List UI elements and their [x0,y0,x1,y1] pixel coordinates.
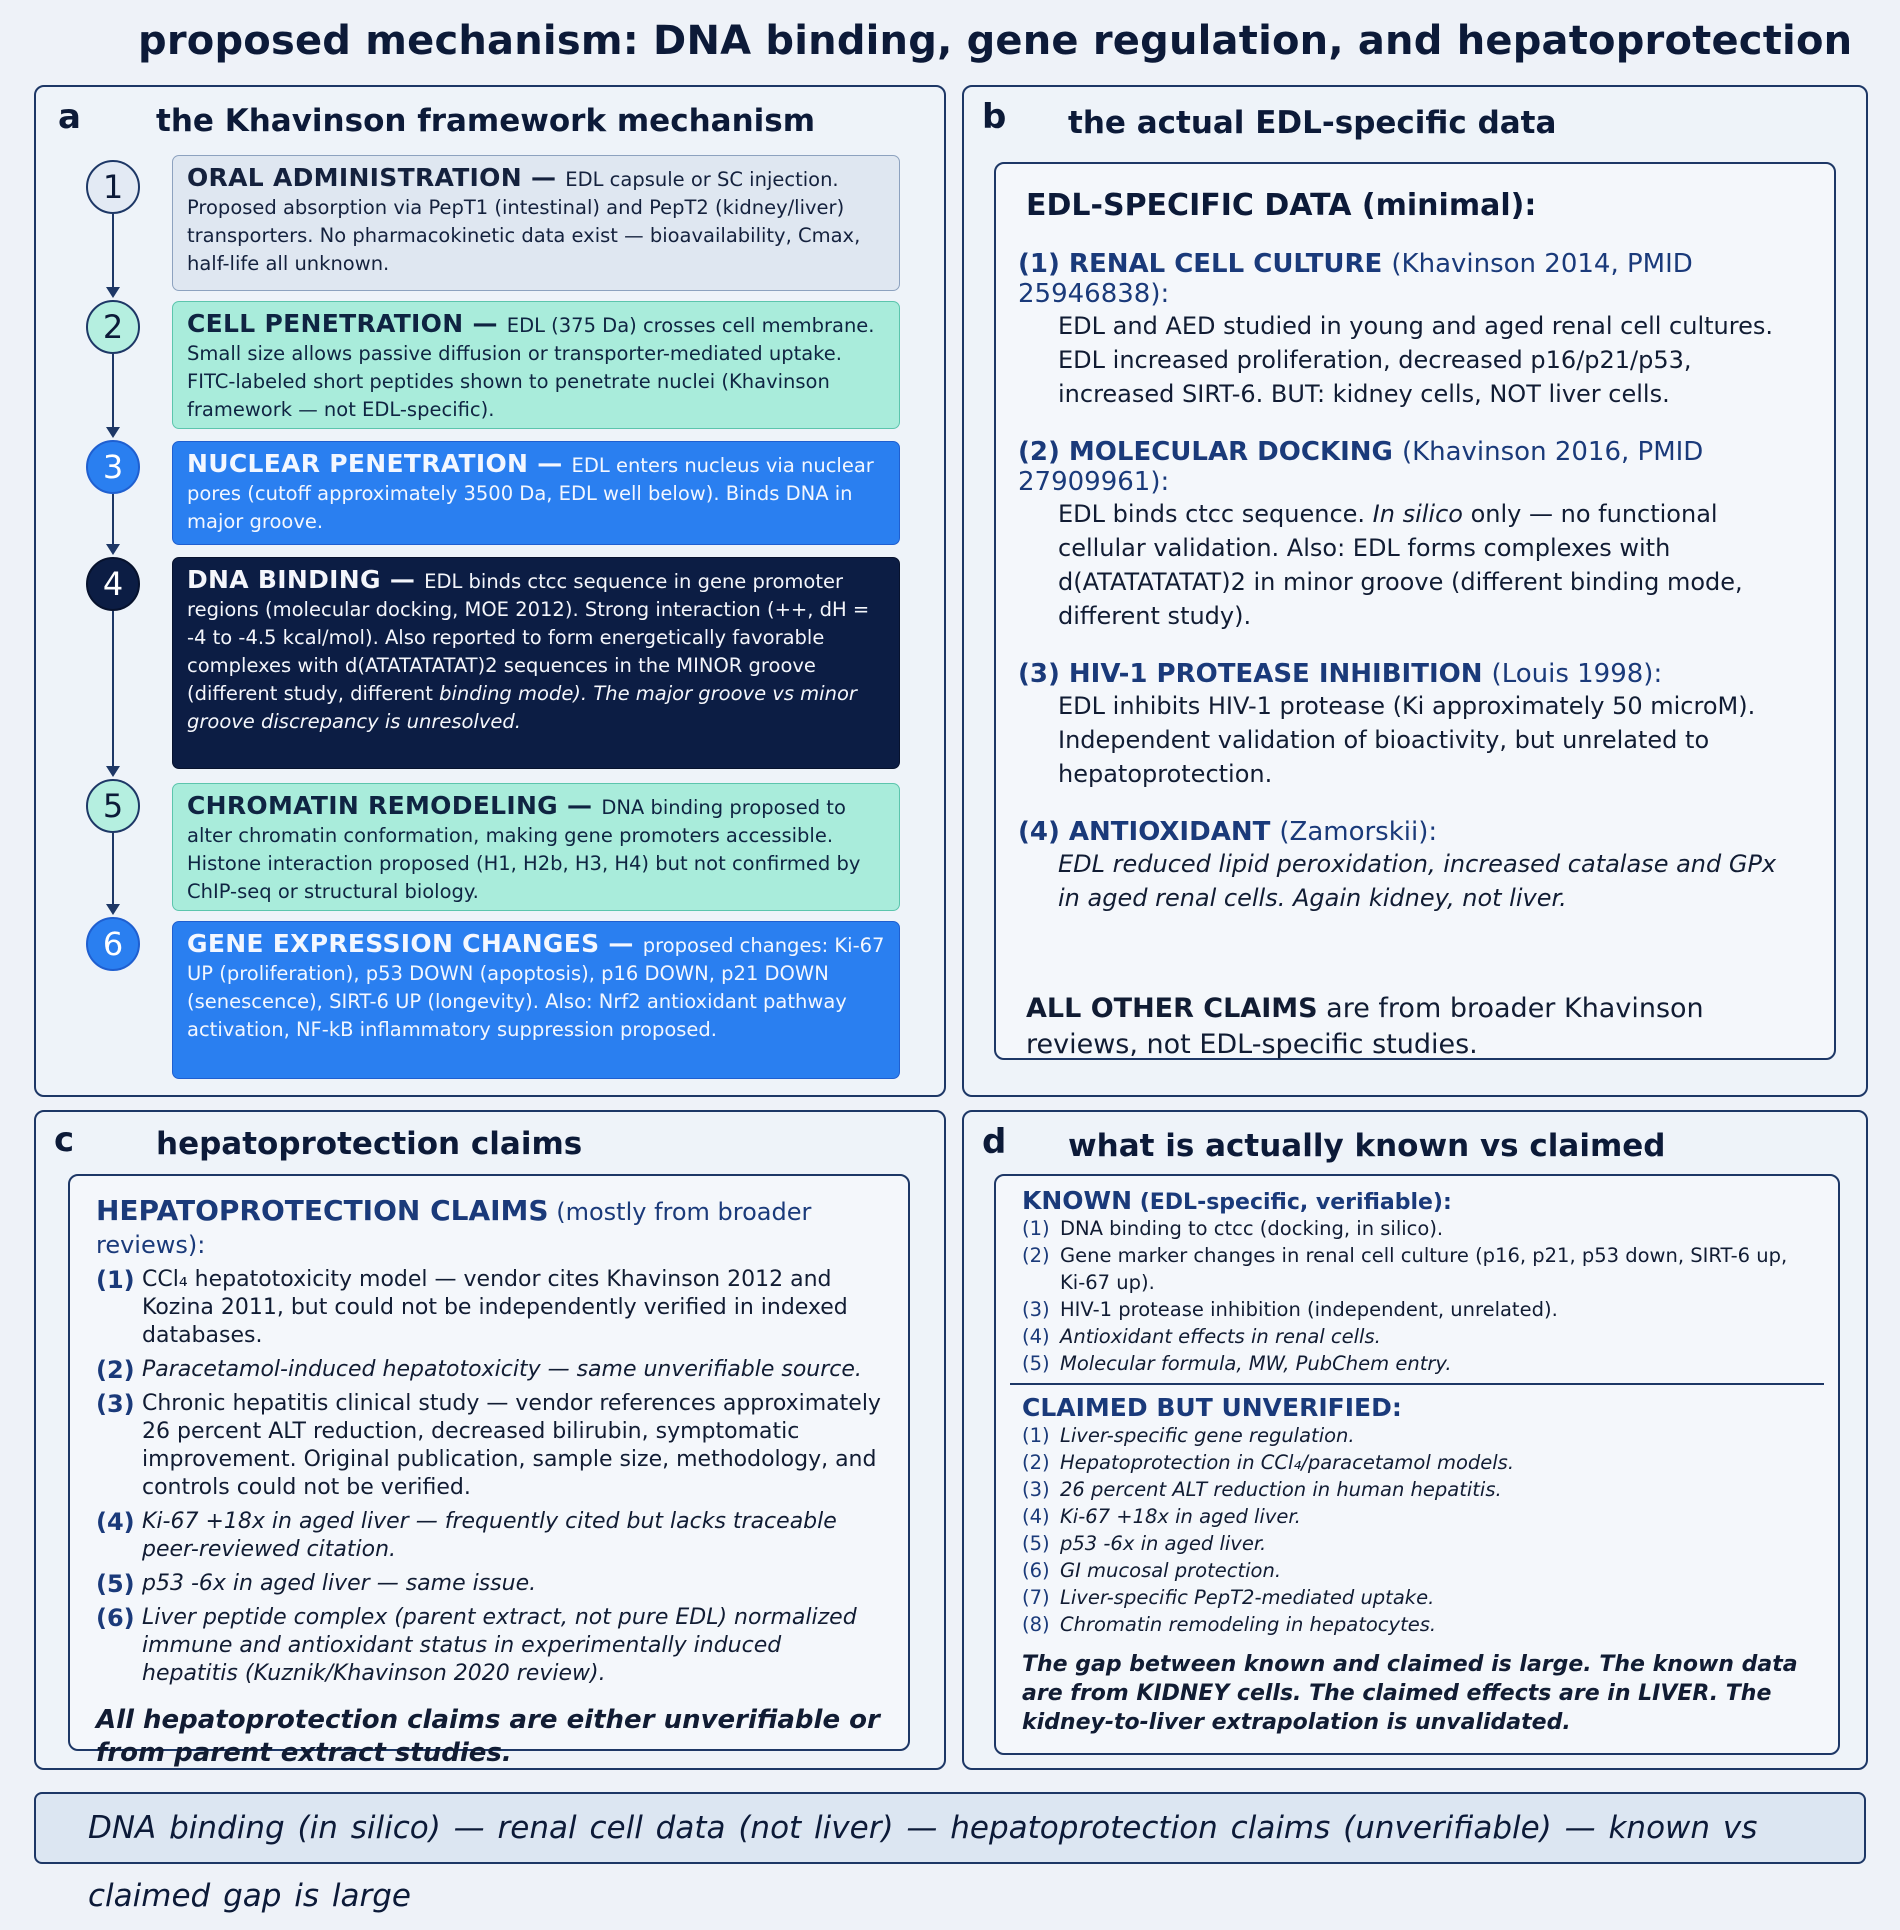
step-1-body: EDL capsule or SC injection. Proposed absorption via PepT1 (intestinal) and PepT2 (kidney/liver) transporters. No pharmacokinetic data exist — bioavailability, Cmax, half-life all unknown. [187,168,861,275]
item-head: HIV-1 PROTEASE INHIBITION [1068,659,1483,689]
claim-text: Liver peptide complex (parent extract, not pure EDL) normalized immune and antioxidant status in experimentally induced hepatitis (Kuznik/Khavinson 2020 review). [142,1605,857,1686]
step-4-sep: — [380,565,425,594]
claimed-text: 26 percent ALT reduction in human hepatitis. [1060,1478,1502,1501]
step-6-head: GENE EXPRESSION CHANGES [187,929,600,958]
claim-num: (6) [96,1604,135,1632]
item-num: (2) [1018,437,1060,467]
known-head: KNOWN [1022,1186,1133,1215]
edl-data-item [1018,437,1804,633]
heading-main: HEPATOPROTECTION CLAIMS [96,1194,549,1227]
step-3-body: EDL enters nucleus via nuclear pores (cutoff approximately 3500 Da, EDL well below). Binds DNA in major groove. [187,454,874,533]
claim-num: (2) [96,1356,135,1384]
panel-b-letter: b [982,97,1007,137]
known-row [1022,1242,1812,1296]
known-num: (1) [1022,1217,1050,1240]
claim-row [96,1266,882,1350]
known-heading [1022,1186,1812,1215]
step-2-sep: — [463,309,507,338]
claimed-num: (6) [1022,1559,1050,1582]
claimed-num: (1) [1022,1424,1050,1447]
known-num: (3) [1022,1298,1050,1321]
step-4-number: 4 [86,557,140,611]
item-num: (3) [1018,659,1060,689]
claimed-row [1022,1584,1812,1611]
claimed-text: Liver-specific PepT2-mediated uptake. [1060,1586,1435,1609]
item-body: EDL inhibits HIV-1 protease (Ki approximately 50 microM). Independent validation of bioactivity, but unrelated to hepatoprotection. [1058,692,1756,788]
footer-text: are from broader Khavinson reviews, not EDL-specific studies. [1026,993,1704,1060]
step-3-number: 3 [86,440,140,494]
arrow-4-5 [112,611,114,766]
arrow-head-2-3 [106,427,120,438]
arrow-1-2 [112,214,114,287]
panel-b-title: the actual EDL-specific data [1068,105,1557,141]
claim-row [96,1356,882,1384]
edl-data-item [1018,249,1804,411]
arrow-2-3 [112,354,114,427]
known-row [1022,1350,1812,1377]
step-6-sep: — [599,929,643,958]
claim-row [96,1508,882,1564]
claim-num: (3) [96,1390,135,1418]
item-head: RENAL CELL CULTURE [1068,249,1383,279]
item-body [1058,497,1804,633]
step-1-head: ORAL ADMINISTRATION [187,163,522,192]
step-5-box [172,783,900,911]
hepatoprotection-box [68,1174,910,1768]
claimed-row [1022,1611,1812,1638]
step-1-sep: — [521,163,566,192]
item-head: ANTIOXIDANT [1068,817,1271,847]
known-num: (2) [1022,1244,1050,1267]
item-body-pre: EDL binds ctcc sequence. [1058,500,1373,528]
claimed-row [1022,1449,1812,1476]
claimed-text: p53 -6x in aged liver. [1060,1532,1267,1555]
step-6-box [172,921,900,1079]
known-num: (5) [1022,1352,1050,1375]
known-text: Gene marker changes in renal cell culture (p16, p21, p53 down, SIRT-6 up, Ki-67 up). [1060,1244,1788,1294]
claimed-num: (3) [1022,1478,1050,1501]
claimed-num: (5) [1022,1532,1050,1555]
step-4-head: DNA BINDING [187,565,381,594]
claim-num: (5) [96,1570,135,1598]
item-ref: (Khavinson 2016, PMID 27909961): [1018,437,1704,497]
step-2-number: 2 [86,300,140,354]
step-1-number: 1 [86,160,140,214]
known-row [1022,1215,1812,1242]
step-3-box [172,441,900,545]
hepatoprotection-footer: All hepatoprotection claims are either unverifiable or from parent extract studies. [96,1705,880,1768]
step-5-sep: — [558,791,602,820]
panel-a-title: the Khavinson framework mechanism [156,103,816,139]
claimed-row [1022,1476,1812,1503]
step-5-number: 5 [86,779,140,833]
claimed-text: Ki-67 +18x in aged liver. [1060,1505,1301,1528]
panel-a-letter: a [58,97,81,137]
item-body-italic: In silico [1372,500,1463,528]
panel-d [962,1110,1868,1770]
known-row [1022,1296,1812,1323]
hepatoprotection-heading [96,1194,882,1260]
arrow-head-1-2 [106,287,120,298]
item-ref: (Louis 1998): [1491,659,1663,689]
step-5-body: DNA binding proposed to alter chromatin conformation, making gene promoters accessible. Histone interaction proposed (H1, H2b, H3, H4) but not confirmed by ChIP-seq or structural biology. [187,796,861,903]
claim-text: Paracetamol-induced hepatotoxicity — same unverifiable source. [142,1357,862,1382]
claimed-row [1022,1530,1812,1557]
panel-c-title: hepatoprotection claims [156,1126,583,1162]
claim-row [96,1570,882,1598]
edl-data-heading: EDL-SPECIFIC DATA (minimal): [1026,188,1537,223]
step-1-box [172,155,900,291]
item-num: (1) [1018,249,1060,279]
panel-a [34,85,946,1097]
known-text: Molecular formula, MW, PubChem entry. [1060,1352,1452,1375]
claim-text: Chronic hepatitis clinical study — vendor references approximately 26 percent ALT reduction, decreased bilirubin, symptomatic improvement. Original publication, sample size, methodology, and controls could not be verified. [142,1391,881,1500]
claim-text: CCl₄ hepatotoxicity model — vendor cites Khavinson 2012 and Kozina 2011, but could not be independently verified in indexed databases. [142,1267,848,1348]
item-head: MOLECULAR DOCKING [1068,437,1393,467]
item-body-rest: only — no functional cellular validation. Also: EDL forms complexes with d(ATATATATAT)2 in minor groove (different binding mode, different study). [1058,500,1743,630]
footer-bold: ALL OTHER CLAIMS [1026,993,1318,1024]
panel-d-letter: d [982,1122,1007,1162]
panel-c-letter: c [54,1120,75,1160]
claimed-text: Chromatin remodeling in hepatocytes. [1060,1613,1437,1636]
page-title: proposed mechanism: DNA binding, gene regulation, and hepatoprotection [138,18,1853,64]
claimed-heading: CLAIMED BUT UNVERIFIED: [1022,1393,1402,1422]
known-vs-claimed-footer: The gap between known and claimed is large. The known data are from KIDNEY cells. The claimed effects are in LIVER. The kidney-to-liver extrapolation is unvalidated. [1022,1652,1798,1735]
arrow-head-5-6 [106,904,120,915]
edl-data-box [994,162,1836,1060]
arrow-3-4 [112,494,114,544]
known-vs-claimed-box [994,1174,1840,1755]
item-ref: (Zamorskii): [1279,817,1438,847]
step-4-body: EDL binds ctcc sequence in gene promoter regions (molecular docking, MOE 2012). Strong interaction (++, dH = -4 to -4.5 kcal/mol). Also reported to form energetically favorable complexes with d(ATATATATAT)2 sequences in the MINOR groove (different study, different [187,570,870,705]
claimed-row [1022,1557,1812,1584]
step-4-body-italic: binding mode). The major groove vs minor groove discrepancy is unresolved. [187,682,857,733]
claim-num: (1) [96,1266,135,1294]
claimed-text: Liver-specific gene regulation. [1060,1424,1355,1447]
step-3-sep: — [528,449,572,478]
item-body: EDL and AED studied in young and aged renal cell cultures. EDL increased proliferation, decreased p16/p21/p53, increased SIRT-6. BUT: kidney cells, NOT liver cells. [1058,312,1773,408]
claimed-row [1022,1422,1812,1449]
panel-c [34,1110,946,1770]
claimed-text: GI mucosal protection. [1060,1559,1282,1582]
claimed-text: Hepatoprotection in CCl₄/paracetamol models. [1060,1451,1515,1474]
claim-num: (4) [96,1508,135,1536]
panel-d-title: what is actually known vs claimed [1068,1128,1666,1164]
claim-row [96,1604,882,1688]
arrow-5-6 [112,833,114,904]
step-2-box [172,301,900,429]
step-2-head: CELL PENETRATION [187,309,464,338]
known-text: DNA binding to ctcc (docking, in silico). [1060,1217,1444,1240]
step-5-head: CHROMATIN REMODELING [187,791,559,820]
summary-banner: DNA binding (in silico) — renal cell data (not liver) — hepatoprotection claims (unverifiable) — known vs claimed gap is large [34,1792,1866,1864]
claimed-num: (2) [1022,1451,1050,1474]
step-2-body: EDL (375 Da) crosses cell membrane. Small size allows passive diffusion or transporter-mediated uptake. FITC-labeled short peptides shown to penetrate nuclei (Khavinson framework — not EDL-specific). [187,314,875,421]
divider [1010,1383,1824,1385]
edl-data-item [1018,659,1804,791]
panel-b [962,85,1868,1097]
item-num: (4) [1018,817,1060,847]
step-6-body: proposed changes: Ki-67 UP (proliferation), p53 DOWN (apoptosis), p16 DOWN, p21 DOWN (senescence), SIRT-6 UP (longevity). Also: Nrf2 antioxidant pathway activation, NF-kB inflammatory suppression proposed. [187,934,885,1041]
item-body: EDL reduced lipid peroxidation, increased catalase and GPx in aged renal cells. Again kidney, not liver. [1058,850,1777,912]
item-ref: (Khavinson 2014, PMID 25946838): [1018,249,1693,309]
claimed-num: (8) [1022,1613,1050,1636]
step-3-head: NUCLEAR PENETRATION [187,449,529,478]
claim-text: p53 -6x in aged liver — same issue. [142,1571,537,1596]
known-sub: (EDL-specific, verifiable): [1132,1190,1452,1215]
edl-data-item [1018,817,1804,915]
arrow-head-4-5 [106,766,120,777]
edl-data-footer [1026,991,1804,1063]
claimed-row [1022,1503,1812,1530]
step-4-box [172,557,900,769]
known-num: (4) [1022,1325,1050,1348]
arrow-head-3-4 [106,544,120,555]
known-row [1022,1323,1812,1350]
known-text: HIV-1 protease inhibition (independent, unrelated). [1060,1298,1558,1321]
known-text: Antioxidant effects in renal cells. [1060,1325,1381,1348]
claimed-num: (4) [1022,1505,1050,1528]
claimed-num: (7) [1022,1586,1050,1609]
heading-sub: (mostly from broader reviews): [96,1198,812,1259]
claim-text: Ki-67 +18x in aged liver — frequently cited but lacks traceable peer-reviewed citation. [142,1509,837,1562]
claim-row [96,1390,882,1502]
step-6-number: 6 [86,917,140,971]
